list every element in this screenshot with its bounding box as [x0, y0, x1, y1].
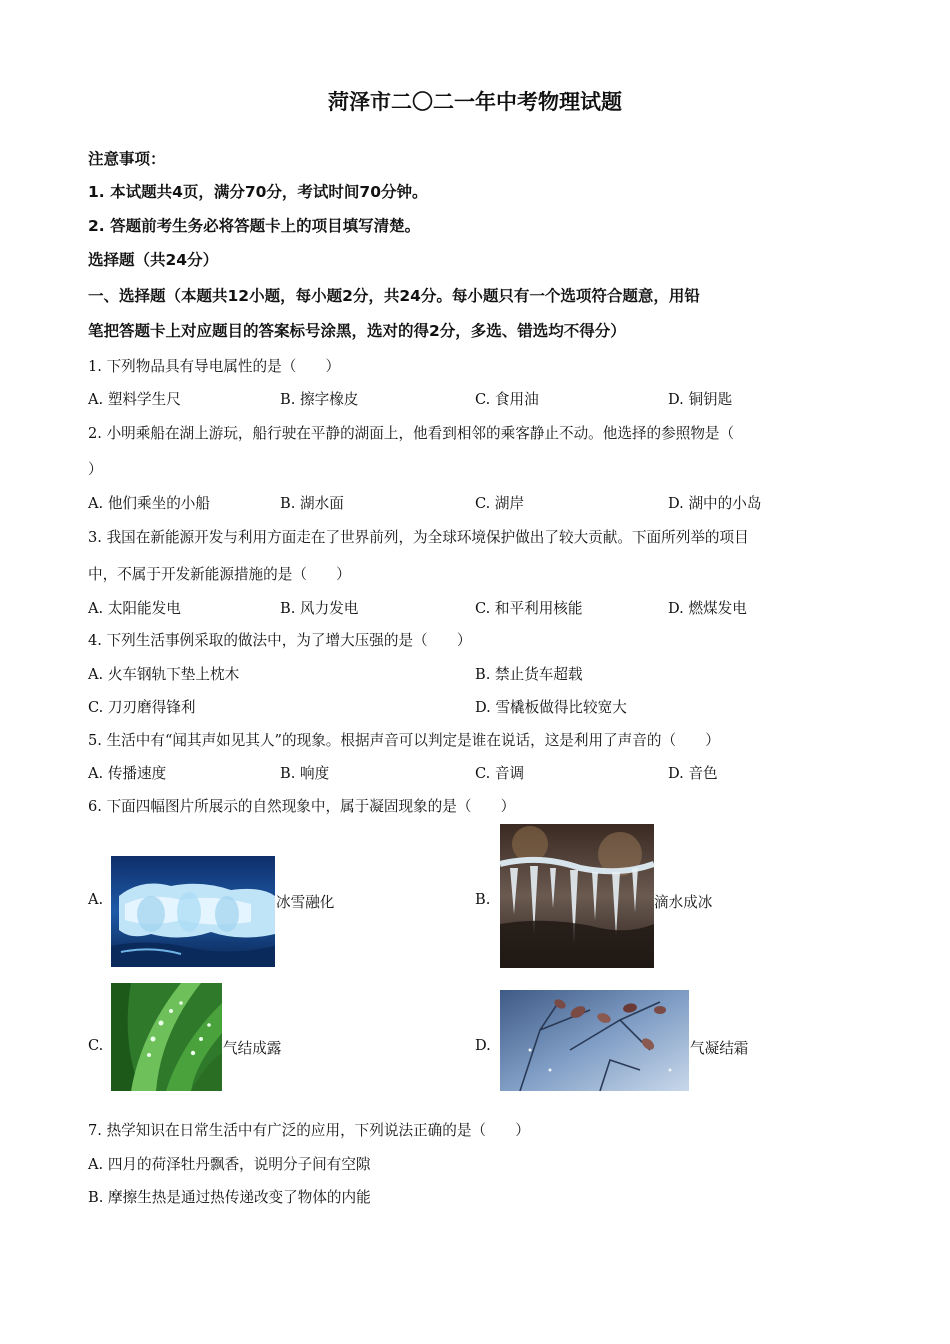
question-5-stem: 5. 生活中有“闻其声如见其人”的现象。根据声音可以判定是谁在说话，这是利用了声音的（ ）: [88, 732, 720, 749]
question-4-option-b[interactable]: B. 禁止货车超载: [475, 666, 583, 683]
question-4-option-c[interactable]: C. 刀刃磨得锋利: [88, 699, 196, 716]
question-6-option-b-caption[interactable]: 滴水成冰: [654, 894, 713, 911]
section-instruction-line2: 笔把答题卡上对应题目的答案标号涂黑，选对的得2分，多选、错选均不得分）: [88, 322, 626, 340]
ice-melting-photo: [111, 856, 275, 967]
question-6-option-b-letter[interactable]: B.: [475, 891, 491, 908]
question-4-option-a[interactable]: A. 火车钢轨下垫上枕木: [88, 666, 240, 683]
question-1-option-a[interactable]: A. 塑料学生尺: [88, 391, 181, 408]
question-3-option-b[interactable]: B. 风力发电: [280, 600, 359, 617]
section-label: 选择题（共24分）: [88, 251, 219, 269]
notice-heading: 注意事项：: [88, 150, 166, 168]
question-6-option-a-letter[interactable]: A.: [88, 891, 104, 908]
question-3-option-c[interactable]: C. 和平利用核能: [475, 600, 583, 617]
icicles-photo: [500, 824, 654, 968]
question-6-option-c-caption[interactable]: 气结成露: [223, 1040, 282, 1057]
frost-on-leaves-photo: [500, 990, 689, 1091]
question-6-option-c-letter[interactable]: C.: [88, 1037, 104, 1054]
question-4-option-d[interactable]: D. 雪橇板做得比较宽大: [475, 699, 627, 716]
question-1-option-b[interactable]: B. 擦字橡皮: [280, 391, 359, 408]
question-5-option-d[interactable]: D. 音色: [668, 765, 718, 782]
question-3-stem-line1: 3. 我国在新能源开发与利用方面走在了世界前列，为全球环境保护做出了较大贡献。下面所列举的项目: [88, 529, 749, 546]
question-6-option-a-caption[interactable]: 冰雪融化: [276, 894, 335, 911]
question-5-option-a[interactable]: A. 传播速度: [88, 765, 167, 782]
question-5-option-b[interactable]: B. 响度: [280, 765, 330, 782]
question-1-option-c[interactable]: C. 食用油: [475, 391, 539, 408]
page-title: 菏泽市二〇二一年中考物理试题: [328, 90, 622, 114]
question-1-option-d[interactable]: D. 铜钥匙: [668, 391, 733, 408]
question-3-stem-line2: 中，不属于开发新能源措施的是（ ）: [88, 566, 351, 583]
question-1-stem: 1. 下列物品具有导电属性的是（ ）: [88, 358, 341, 375]
question-3-option-d[interactable]: D. 燃煤发电: [668, 600, 747, 617]
question-2-option-a[interactable]: A. 他们乘坐的小船: [88, 495, 210, 512]
question-7-stem: 7. 热学知识在日常生活中有广泛的应用，下列说法正确的是（ ）: [88, 1122, 530, 1139]
notice-item-1: 1. 本试题共4页，满分70分，考试时间70分钟。: [88, 183, 428, 201]
question-2-stem-line1: 2. 小明乘船在湖上游玩，船行驶在平静的湖面上，他看到相邻的乘客静止不动。他选择的参照物是（: [88, 425, 735, 442]
question-7-option-a[interactable]: A. 四月的荷泽牡丹飘香，说明分子间有空隙: [88, 1156, 371, 1173]
question-2-option-d[interactable]: D. 湖中的小岛: [668, 495, 762, 512]
question-2-option-c[interactable]: C. 湖岸: [475, 495, 525, 512]
notice-item-2: 2. 答题前考生务必将答题卡上的项目填写清楚。: [88, 217, 421, 235]
question-2-option-b[interactable]: B. 湖水面: [280, 495, 344, 512]
question-6-option-d-caption[interactable]: 气凝结霜: [690, 1040, 749, 1057]
question-4-stem: 4. 下列生活事例采取的做法中，为了增大压强的是（ ）: [88, 632, 472, 649]
question-3-option-a[interactable]: A. 太阳能发电: [88, 600, 181, 617]
question-7-option-b[interactable]: B. 摩擦生热是通过热传递改变了物体的内能: [88, 1189, 371, 1206]
question-2-stem-line2: ）: [88, 461, 103, 478]
question-6-stem: 6. 下面四幅图片所展示的自然现象中，属于凝固现象的是（ ）: [88, 798, 516, 815]
question-6-option-d-letter[interactable]: D.: [475, 1037, 491, 1054]
dew-on-grass-photo: [111, 983, 222, 1091]
section-instruction-line1: 一、选择题（本题共12小题，每小题2分，共24分。每小题只有一个选项符合题意，用铅: [88, 287, 700, 305]
question-5-option-c[interactable]: C. 音调: [475, 765, 525, 782]
